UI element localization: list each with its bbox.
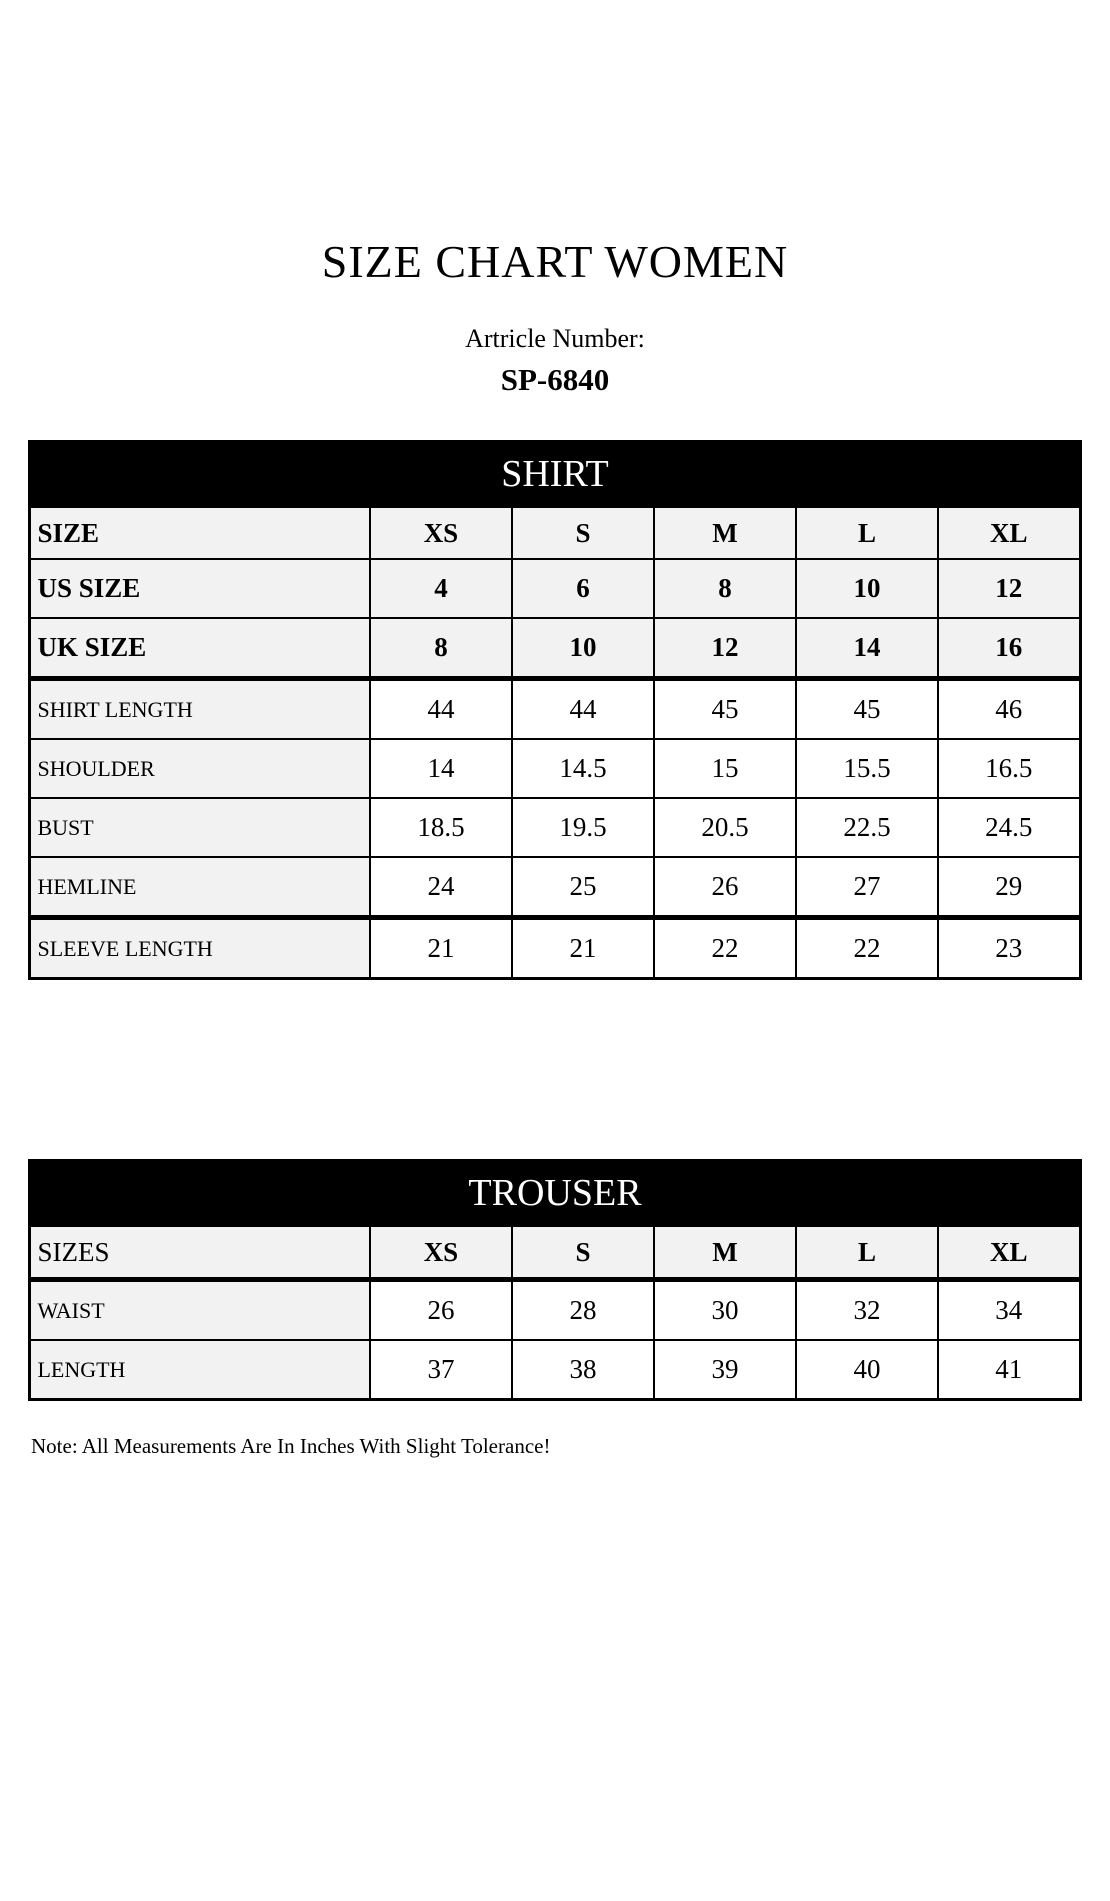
measurement-cell: 38 — [512, 1340, 654, 1400]
measurement-cell: 22.5 — [796, 798, 938, 857]
size-header-cell: S — [512, 507, 654, 560]
shoulder-row — [30, 739, 1080, 798]
length-row — [30, 1340, 1080, 1400]
measurement-cell: 24.5 — [938, 798, 1080, 857]
row-label-cell: SIZES — [30, 1226, 370, 1280]
article-number-value: SP-6840 — [500, 362, 610, 397]
article-number-label: Artricle Number: — [465, 324, 645, 353]
size-header-cell: L — [796, 507, 938, 560]
measurement-cell: 23 — [938, 918, 1080, 979]
size-header-cell: S — [512, 1226, 654, 1280]
measurement-cell: 37 — [370, 1340, 512, 1400]
trouser-table-title: TROUSER — [30, 1161, 1080, 1226]
shirt-table-band-row — [30, 442, 1080, 507]
row-label-cell: BUST — [30, 798, 370, 857]
measurement-cell: 39 — [654, 1340, 796, 1400]
uk-size-row — [30, 618, 1080, 679]
row-label-cell: SHIRT LENGTH — [30, 679, 370, 740]
row-label-cell: SIZE — [30, 507, 370, 560]
size-value-cell: 6 — [512, 559, 654, 618]
measurement-cell: 19.5 — [512, 798, 654, 857]
measurement-cell: 20.5 — [654, 798, 796, 857]
measurement-cell: 21 — [512, 918, 654, 979]
measurement-cell: 44 — [370, 679, 512, 740]
measurement-cell: 14.5 — [512, 739, 654, 798]
measurement-cell: 15.5 — [796, 739, 938, 798]
row-label-cell: WAIST — [30, 1280, 370, 1341]
size-header-cell: XL — [938, 1226, 1080, 1280]
measurement-cell: 29 — [938, 857, 1080, 918]
measurement-cell: 25 — [512, 857, 654, 918]
row-label-cell: HEMLINE — [30, 857, 370, 918]
measurement-cell: 21 — [370, 918, 512, 979]
size-chart-page — [0, 236, 1110, 1901]
us-size-row — [30, 559, 1080, 618]
row-label-cell: US SIZE — [30, 559, 370, 618]
shirt-table-title: SHIRT — [30, 442, 1080, 507]
shirt-size-header-row — [30, 507, 1080, 560]
size-chart-document — [0, 236, 1110, 1459]
measurement-cell: 44 — [512, 679, 654, 740]
shirt-length-row — [30, 679, 1080, 740]
size-value-cell: 4 — [370, 559, 512, 618]
measurement-cell: 32 — [796, 1280, 938, 1341]
row-label-cell: LENGTH — [30, 1340, 370, 1400]
measurement-cell: 26 — [654, 857, 796, 918]
size-value-cell: 10 — [512, 618, 654, 679]
measurement-cell: 41 — [938, 1340, 1080, 1400]
size-value-cell: 14 — [796, 618, 938, 679]
size-value-cell: 8 — [654, 559, 796, 618]
measurement-cell: 46 — [938, 679, 1080, 740]
measurement-cell: 26 — [370, 1280, 512, 1341]
size-value-cell: 16 — [938, 618, 1080, 679]
measurement-cell: 14 — [370, 739, 512, 798]
measurement-cell: 24 — [370, 857, 512, 918]
size-value-cell: 10 — [796, 559, 938, 618]
measurement-cell: 45 — [654, 679, 796, 740]
size-header-cell: XS — [370, 507, 512, 560]
bust-row — [30, 798, 1080, 857]
measurement-cell: 16.5 — [938, 739, 1080, 798]
trouser-size-header-row — [30, 1226, 1080, 1280]
size-header-cell: XL — [938, 507, 1080, 560]
trouser-size-table — [28, 1159, 1081, 1401]
note-text: Note: All Measurements Are In Inches With Slight Tolerance! — [31, 1434, 551, 1458]
size-header-cell: L — [796, 1226, 938, 1280]
hemline-row — [30, 857, 1080, 918]
size-header-cell: M — [654, 507, 796, 560]
measurement-cell: 45 — [796, 679, 938, 740]
size-header-cell: M — [654, 1226, 796, 1280]
size-header-cell: XS — [370, 1226, 512, 1280]
size-value-cell: 8 — [370, 618, 512, 679]
waist-row — [30, 1280, 1080, 1341]
row-label-cell: SLEEVE LENGTH — [30, 918, 370, 979]
shirt-size-table — [28, 440, 1081, 980]
row-label-cell: UK SIZE — [30, 618, 370, 679]
row-label-cell: SHOULDER — [30, 739, 370, 798]
measurement-cell: 34 — [938, 1280, 1080, 1341]
measurement-cell: 18.5 — [370, 798, 512, 857]
measurement-cell: 28 — [512, 1280, 654, 1341]
measurement-cell: 30 — [654, 1280, 796, 1341]
page-title: SIZE CHART WOMEN — [321, 236, 789, 287]
measurement-cell: 40 — [796, 1340, 938, 1400]
size-value-cell: 12 — [938, 559, 1080, 618]
size-value-cell: 12 — [654, 618, 796, 679]
measurement-cell: 27 — [796, 857, 938, 918]
sleeve-length-row — [30, 918, 1080, 979]
measurement-cell: 22 — [796, 918, 938, 979]
measurement-cell: 15 — [654, 739, 796, 798]
trouser-table-band-row — [30, 1161, 1080, 1226]
measurement-cell: 22 — [654, 918, 796, 979]
